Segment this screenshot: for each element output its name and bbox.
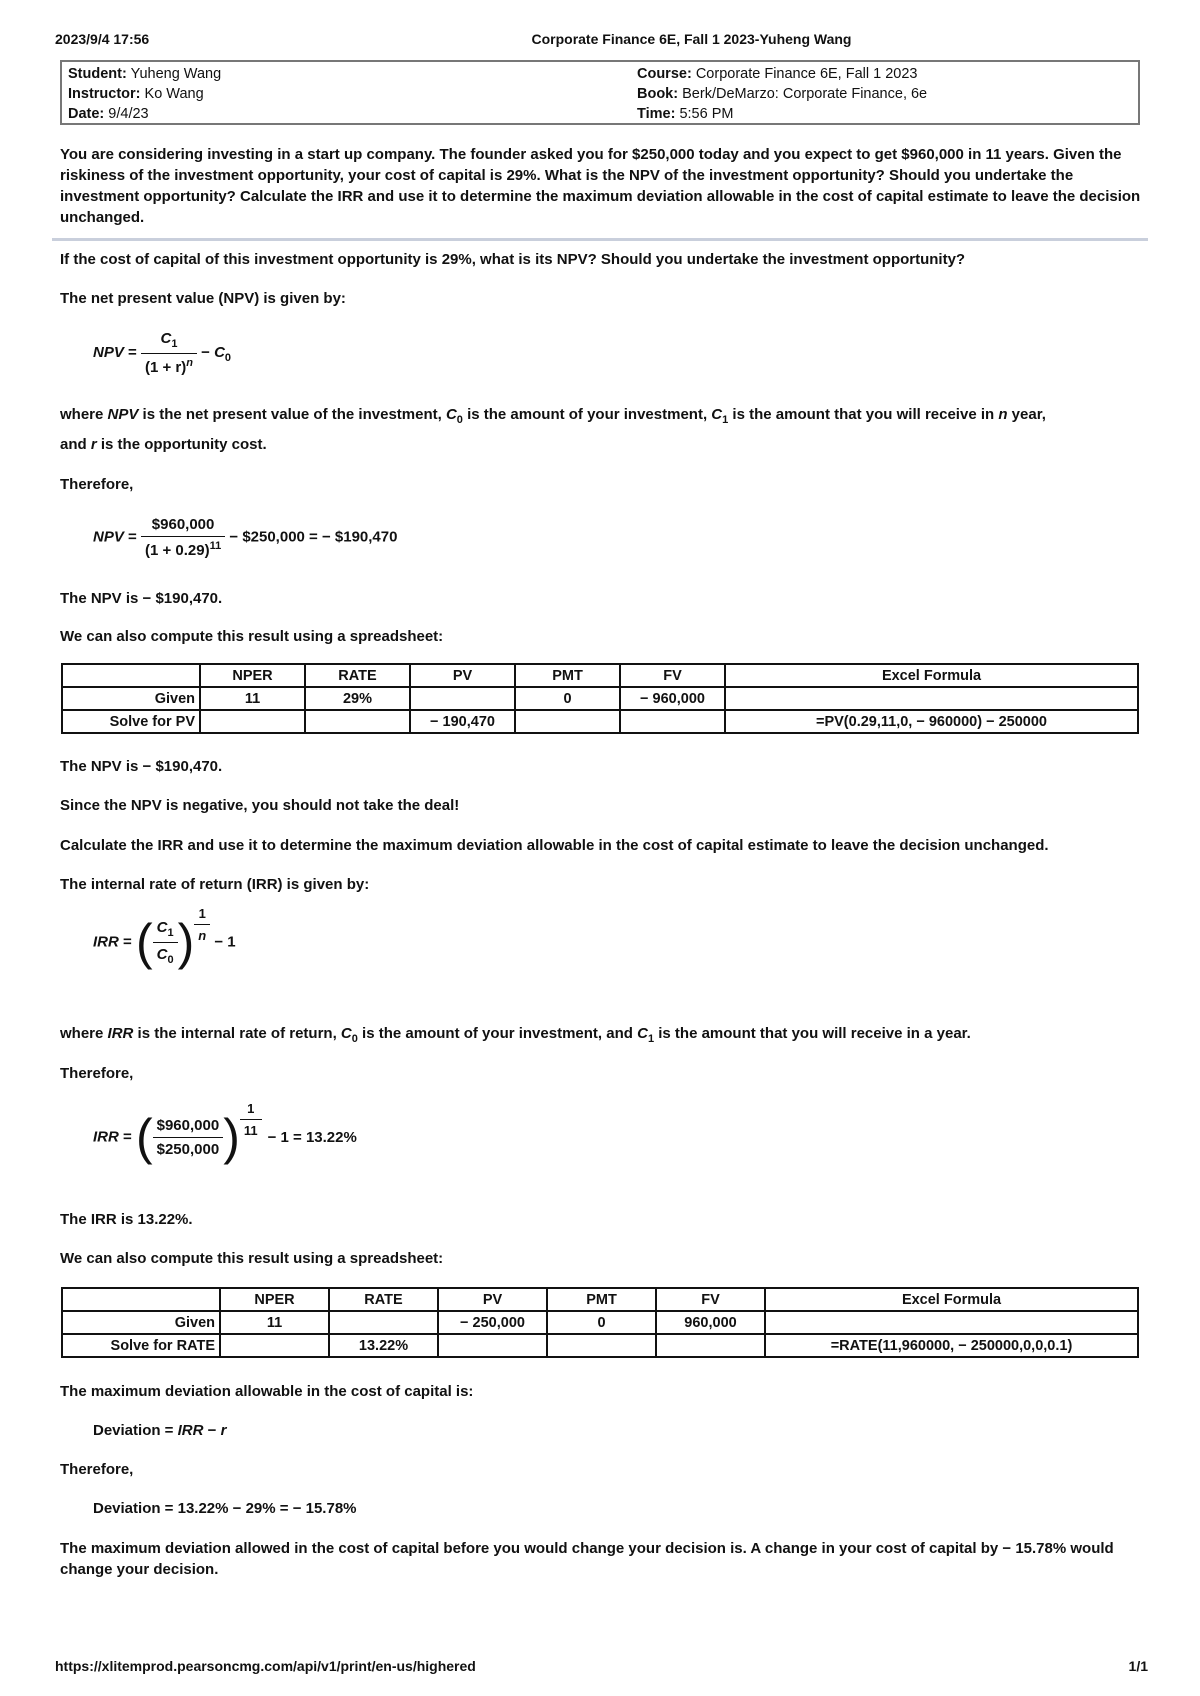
- table-row: Given 11 29% 0 − 960,000: [62, 687, 1138, 710]
- student-info-box: [60, 60, 1140, 125]
- npv-therefore: Therefore,: [60, 476, 134, 493]
- question-text: You are considering investing in a start up company. The founder asked you for $250,000 today and you expect to get $960,000 in 11 years. Given the riskiness of the investment opportunity, your cost of capital is 29%. What is the NPV of the investment opportunity? Should you undertake the investment opportunity? Calculate the IRR and use it to determine the maximum deviation allowable in the cost of capital estimate to leave the decision unchanged.: [60, 146, 1141, 226]
- irr-exponent: $\frac{1}{n}$: [194, 906, 210, 943]
- student-name: Yuheng Wang: [130, 66, 222, 82]
- date-row: Date: 9/4/23: [68, 106, 149, 122]
- npv-conclusion: Since the NPV is negative, you should not take the deal!: [60, 797, 460, 814]
- deviation-therefore: Therefore,: [60, 1461, 134, 1478]
- irr-intro: The internal rate of return (IRR) is given by:: [60, 876, 370, 893]
- time-value: 5:56 PM: [679, 106, 734, 122]
- spreadsheet-intro-2: We can also compute this result using a spreadsheet:: [60, 1250, 444, 1267]
- part1-question: If the cost of capital of this investment opportunity is 29%, what is its NPV? Should you undertake the investment opportunity?: [60, 251, 966, 268]
- course-name: Corporate Finance 6E, Fall 1 2023: [695, 66, 918, 82]
- table-row: Solve for PV − 190,470 =PV(0.29,11,0, − 960000) − 250000: [62, 710, 1138, 733]
- time-row: Time: 5:56 PM: [637, 106, 734, 122]
- irr-result: The IRR is 13.22%.: [60, 1211, 193, 1228]
- final-answer: The maximum deviation allowed in the cost of capital before you would change your decision is. A change in your cost of capital by − 15.78% would change your decision.: [60, 1540, 1114, 1578]
- irr-calc-exponent: $\frac{1}{11}$: [240, 1101, 262, 1138]
- instructor-row: Instructor: Ko Wang: [68, 86, 204, 102]
- npv-result: The NPV is − $190,470.: [60, 590, 223, 607]
- irr-formula: IRR = ( $\frac{C_1}{C_0}$ ) $\frac{1}{n}$ − 1: [93, 906, 236, 970]
- table-row: Solve for RATE 13.22% =RATE(11,960000, − 250000,0,0,0.1): [62, 1334, 1138, 1357]
- instructor-name: Ko Wang: [144, 86, 204, 102]
- spreadsheet-intro-1: We can also compute this result using a spreadsheet:: [60, 628, 444, 645]
- npv-spreadsheet-table: [61, 663, 1139, 734]
- irr-where-line: where IRR is the internal rate of return, $C_0$ is the amount of your investment, and $C_1$ is the amount that you will receive in a year.: [60, 1025, 971, 1045]
- table-header-row: NPER RATE PV PMT FV Excel Formula: [62, 1288, 1138, 1311]
- irr-spreadsheet-table: [61, 1287, 1139, 1358]
- npv-formula: NPV = $\frac{C_1}{(1 + r)^n}$ − $C_0$: [93, 330, 232, 376]
- table-row: Given 11 − 250,000 0 960,000: [62, 1311, 1138, 1334]
- irr-therefore: Therefore,: [60, 1065, 134, 1082]
- section-divider: [52, 238, 1148, 241]
- deviation-formula: Deviation = IRR − r: [93, 1422, 227, 1439]
- table-header-row: NPER RATE PV PMT FV Excel Formula: [62, 664, 1138, 687]
- npv-calculation: NPV = $\frac{\$960,000}{(1 + 0.29)^{11}}$ − $250,000 = − $190,470: [93, 516, 398, 559]
- print-url: https://xlitemprod.pearsoncmg.com/api/v1/print/en-us/highered: [55, 1658, 476, 1674]
- npv-where-line1: where NPV is the net present value of the investment, $C_0$ is the amount of your investment, $C_1$ is the amount that you will receive in n year,: [60, 406, 1046, 426]
- deviation-calculation: Deviation = 13.22% − 29% = − 15.78%: [93, 1500, 357, 1517]
- part2-question: Calculate the IRR and use it to determine the maximum deviation allowable in the cost of capital estimate to leave the decision unchanged.: [60, 837, 1049, 854]
- npv-intro: The net present value (NPV) is given by:: [60, 290, 346, 307]
- date-value: 9/4/23: [108, 106, 149, 122]
- course-row: Course: Corporate Finance 6E, Fall 1 2023: [637, 66, 918, 82]
- student-row: Student: Yuheng Wang: [68, 66, 222, 82]
- npv-fraction: $\frac{C_1}{(1 + r)^n}$: [141, 330, 197, 376]
- deviation-intro: The maximum deviation allowable in the cost of capital is:: [60, 1383, 474, 1400]
- page-number: 1/1: [1128, 1658, 1148, 1674]
- print-timestamp: 2023/9/4 17:56: [55, 31, 150, 47]
- book-name: Berk/DeMarzo: Corporate Finance, 6e: [682, 86, 928, 102]
- npv-result-2: The NPV is − $190,470.: [60, 758, 223, 775]
- irr-calculation: IRR = ( $\frac{\$960,000}{\$250,000}$ ) $\frac{1}{11}$ − 1 = 13.22%: [93, 1101, 357, 1165]
- npv-where-line2: and r is the opportunity cost.: [60, 436, 267, 453]
- print-title: Corporate Finance 6E, Fall 1 2023-Yuheng Wang: [531, 31, 852, 47]
- book-row: Book: Berk/DeMarzo: Corporate Finance, 6e: [637, 86, 928, 102]
